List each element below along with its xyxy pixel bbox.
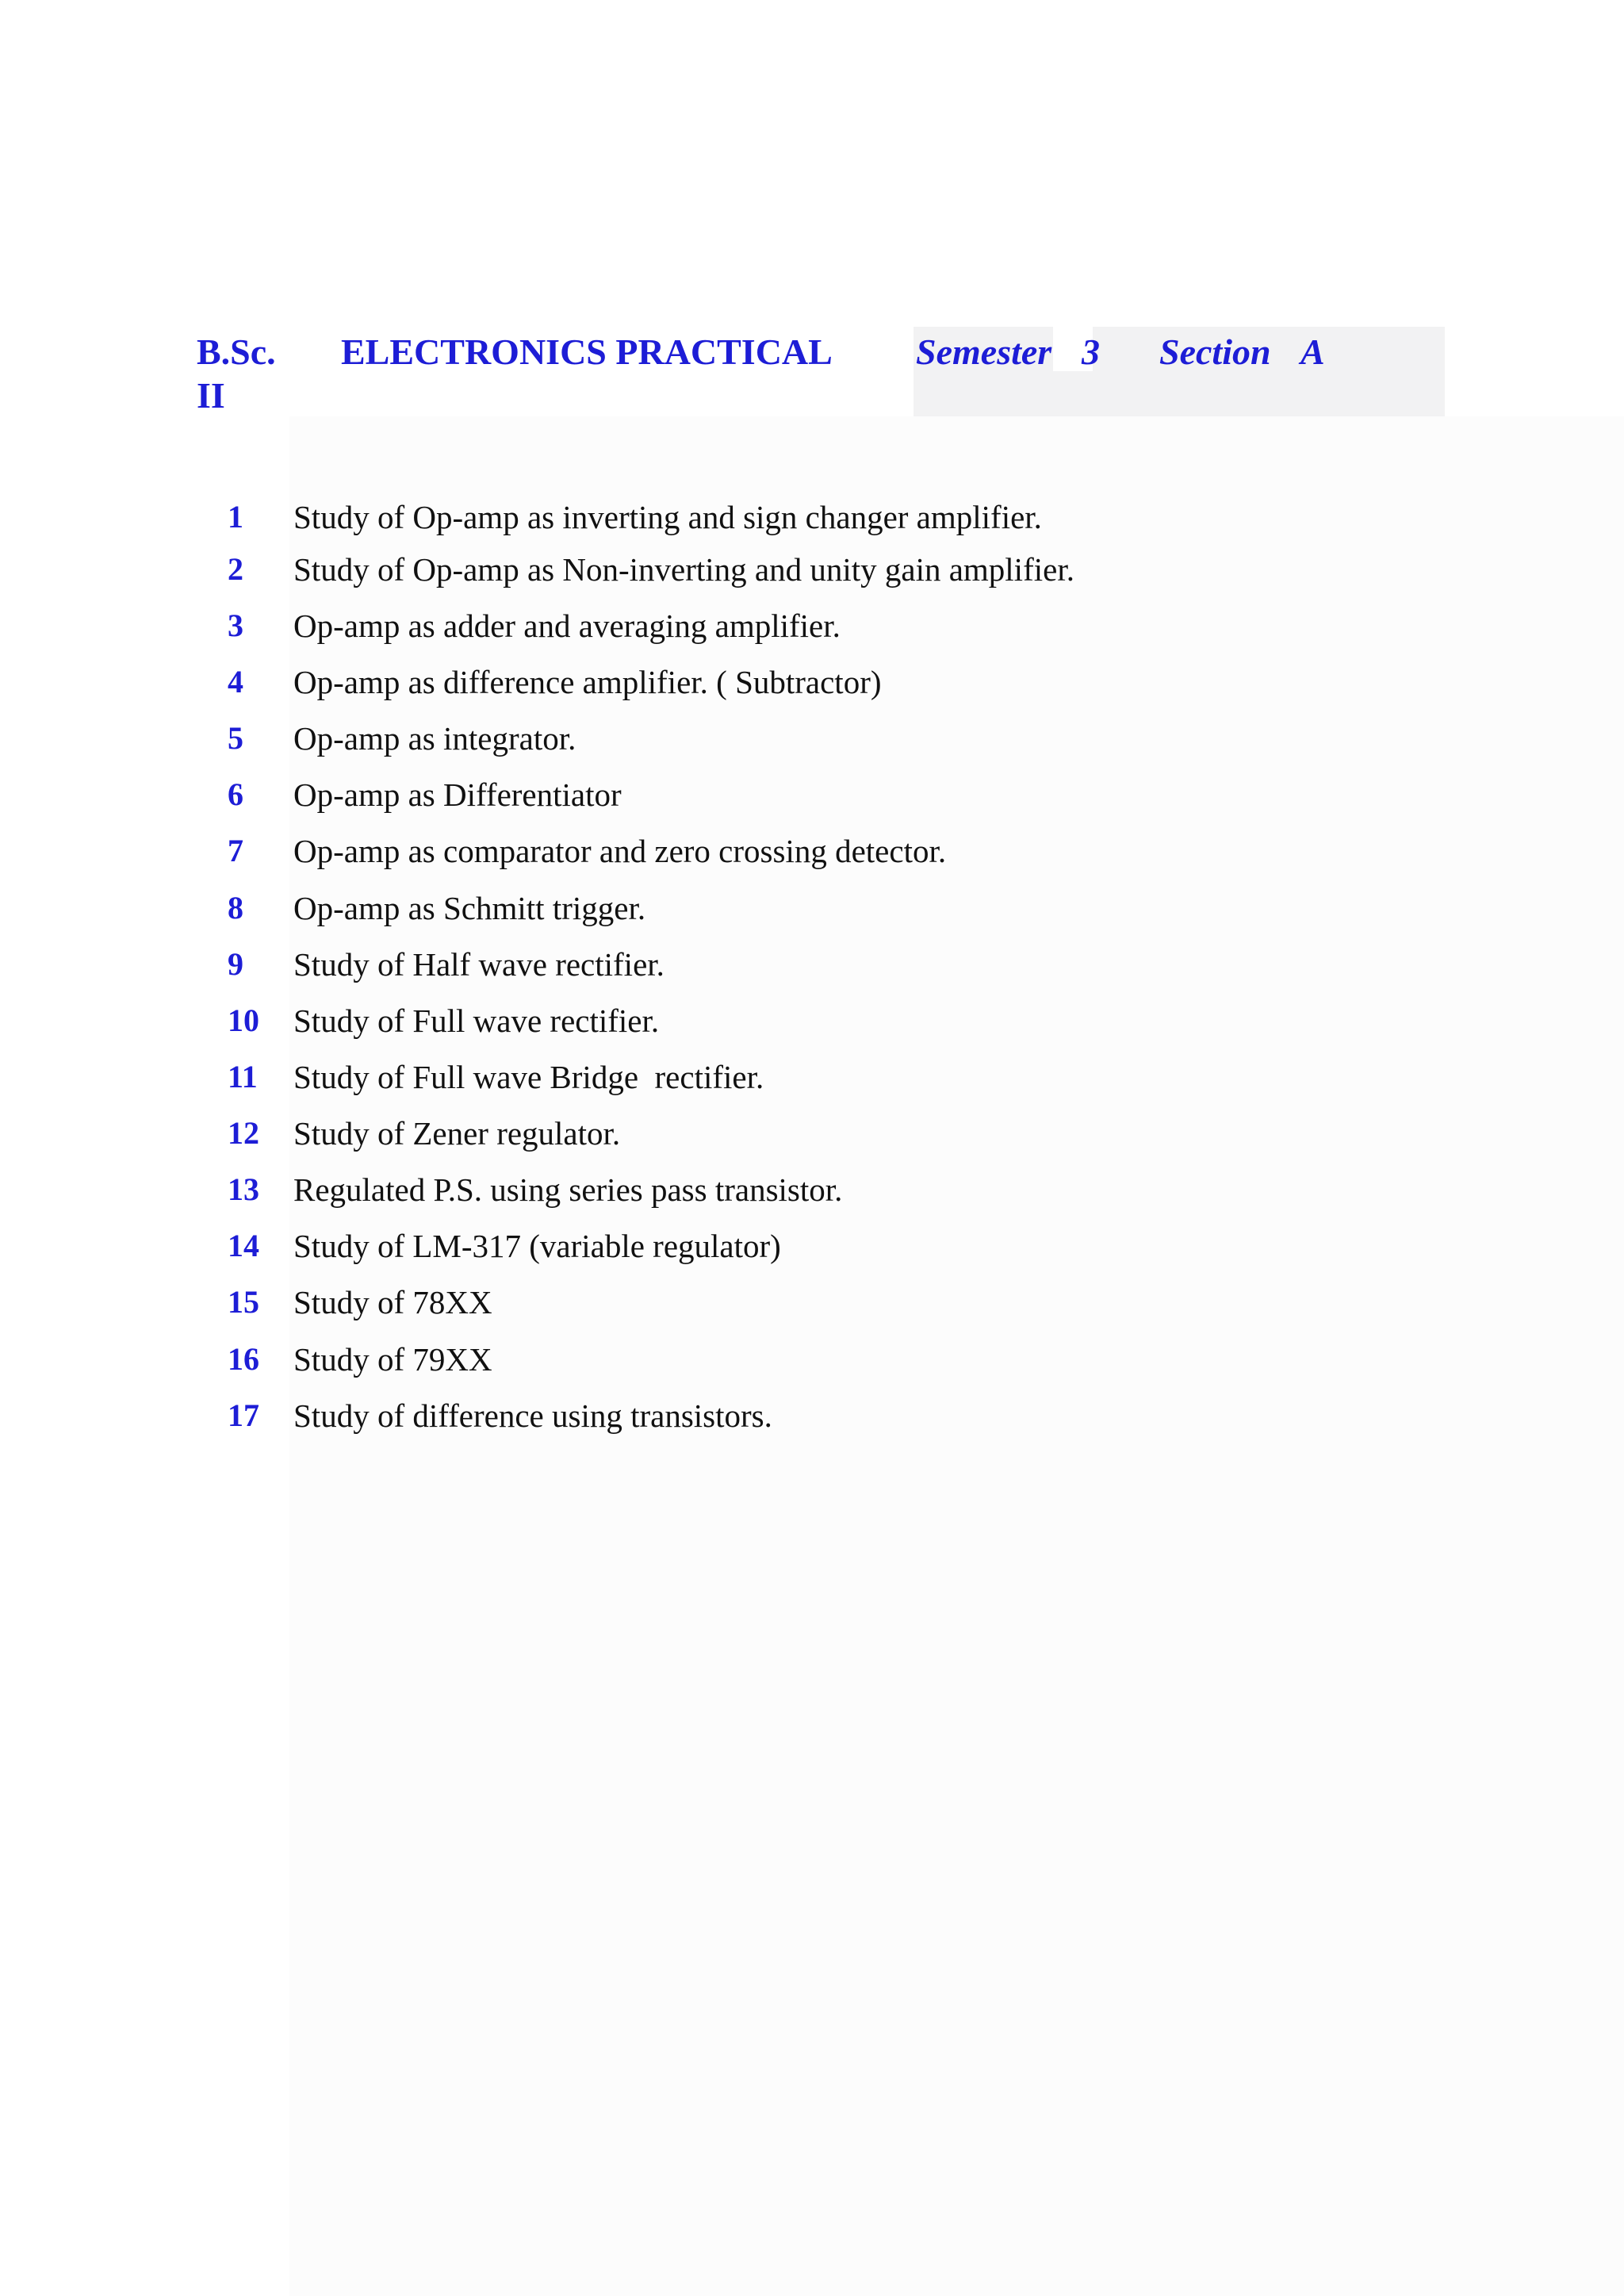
experiment-row <box>0 1393 1624 1438</box>
experiment-title: Study of 78XX <box>293 1284 492 1320</box>
experiment-title: Study of Half wave rectifier. <box>293 946 665 983</box>
experiment-number: 11 <box>228 1059 258 1094</box>
experiment-number: 4 <box>228 664 243 700</box>
experiment-row <box>0 660 1624 704</box>
experiment-title: Op-amp as difference amplifier. ( Subtractor) <box>293 664 882 700</box>
practical-title: ELECTRONICS PRACTICAL <box>341 332 833 372</box>
experiment-row <box>0 716 1624 761</box>
experiment-number: 7 <box>228 833 243 868</box>
semester-value: 3 <box>1082 332 1100 372</box>
experiment-row <box>0 942 1624 987</box>
experiment-row <box>0 1224 1624 1268</box>
experiment-number: 3 <box>228 608 243 643</box>
experiment-title: Study of Zener regulator. <box>293 1115 621 1152</box>
experiment-number: 9 <box>228 946 243 982</box>
experiment-title: Op-amp as Differentiator <box>293 776 622 813</box>
experiment-number: 6 <box>228 776 243 812</box>
experiment-number: 14 <box>228 1228 259 1263</box>
experiment-row <box>0 604 1624 648</box>
experiment-title: Study of Full wave Bridge rectifier. <box>293 1059 764 1095</box>
experiment-number: 2 <box>228 551 243 587</box>
experiment-number: 12 <box>228 1115 259 1151</box>
experiment-row <box>0 829 1624 873</box>
experiment-row <box>0 1055 1624 1099</box>
experiment-number: 13 <box>228 1171 259 1207</box>
experiment-row <box>0 495 1624 539</box>
experiment-number: 15 <box>228 1284 259 1320</box>
experiment-row <box>0 772 1624 817</box>
experiment-number: 17 <box>228 1397 259 1433</box>
experiment-row <box>0 999 1624 1043</box>
experiment-number: 5 <box>228 720 243 756</box>
section-label: Section <box>1159 332 1271 372</box>
experiment-title: Study of Full wave rectifier. <box>293 1002 660 1039</box>
experiment-title: Study of 79XX <box>293 1341 492 1378</box>
experiment-number: 8 <box>228 890 243 926</box>
experiment-title: Op-amp as adder and averaging amplifier. <box>293 608 841 644</box>
experiment-title: Study of LM-317 (variable regulator) <box>293 1228 781 1264</box>
experiment-row <box>0 1280 1624 1324</box>
experiment-row <box>0 1111 1624 1156</box>
experiment-title: Op-amp as comparator and zero crossing detector. <box>293 833 947 869</box>
experiment-title: Op-amp as integrator. <box>293 720 576 757</box>
experiment-title: Study of Op-amp as Non-inverting and unity gain amplifier. <box>293 551 1074 588</box>
experiment-number: 16 <box>228 1341 259 1377</box>
year-label: II <box>197 375 225 416</box>
semester-label: Semester <box>916 332 1052 372</box>
experiment-title: Study of difference using transistors. <box>293 1397 772 1434</box>
degree-label: B.Sc. <box>197 332 276 372</box>
experiment-title: Study of Op-amp as inverting and sign changer amplifier. <box>293 499 1042 535</box>
experiment-number: 1 <box>228 499 243 535</box>
experiment-number: 10 <box>228 1002 259 1038</box>
experiment-title: Regulated P.S. using series pass transistor. <box>293 1171 843 1208</box>
experiment-row <box>0 1337 1624 1382</box>
section-value: A <box>1300 332 1325 372</box>
experiment-row <box>0 547 1624 592</box>
experiment-row <box>0 1167 1624 1212</box>
experiment-title: Op-amp as Schmitt trigger. <box>293 890 646 926</box>
experiment-row <box>0 886 1624 930</box>
